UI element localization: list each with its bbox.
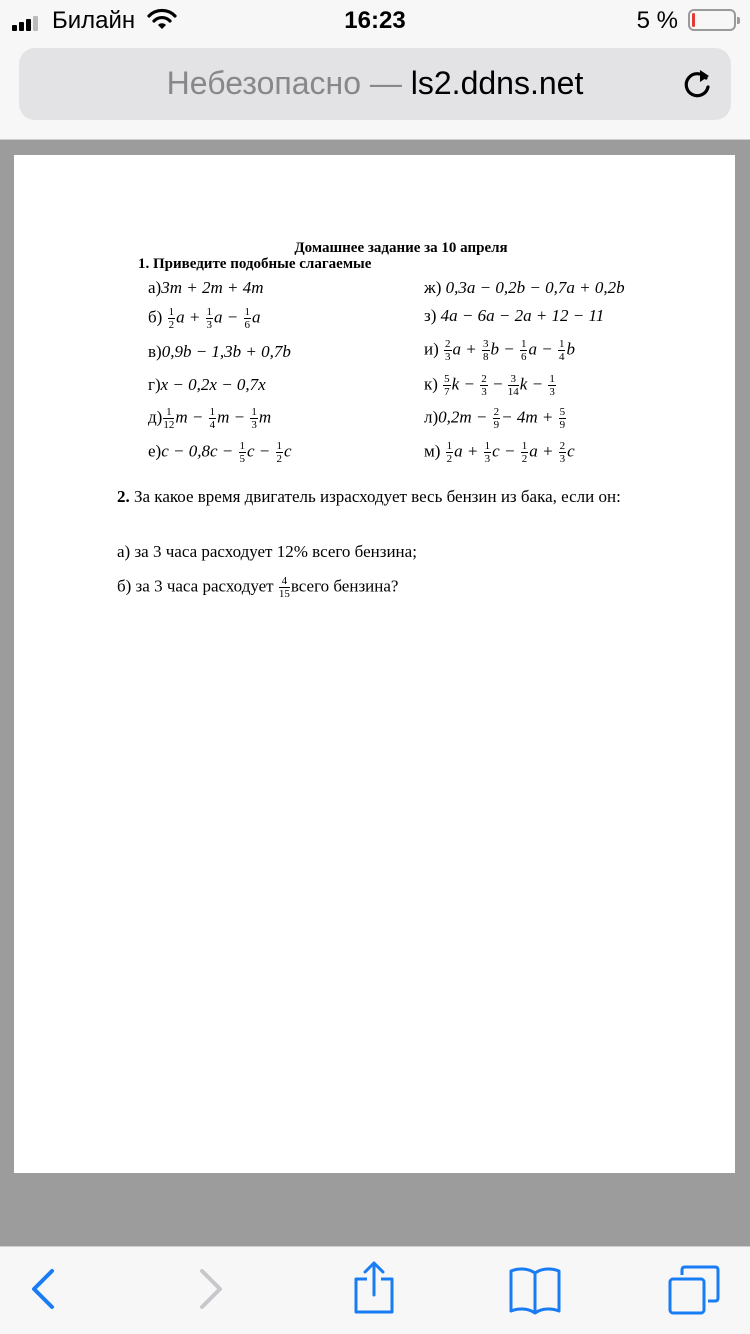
item-d: д) $\frac{1}{12}$ m − $\frac{1}{4}$ m − $\frac{1}{3}$ m: [148, 406, 272, 431]
status-bar: [0, 0, 750, 40]
carrier-name: Билайн: [52, 7, 136, 34]
item-g: г)x − 0,2x − 0,7x: [148, 375, 266, 394]
task2-part-a: а) за 3 часа расходует 12% всего бензина;: [117, 542, 417, 561]
fraction: $\frac{5}{7}$: [444, 373, 450, 398]
forward-icon[interactable]: [198, 1267, 224, 1316]
fraction: $\frac{1}{3}$: [206, 306, 213, 331]
item-e: е)c − 0,8c − $\frac{1}{5}$ c − $\frac{1}{2}$ c: [148, 440, 292, 465]
item-a: а)3m + 2m + 4m: [148, 278, 264, 297]
fraction: $\frac{1}{4}$: [209, 406, 216, 431]
fraction: $\frac{1}{12}$: [163, 406, 175, 431]
clock: 16:23: [344, 7, 406, 34]
fraction: $\frac{2}{9}$: [493, 406, 500, 431]
battery-percent: 5 %: [636, 7, 678, 34]
fraction: $\frac{3}{14}$: [507, 373, 519, 398]
fraction: $\frac{1}{5}$: [239, 440, 246, 465]
item-zh: ж) 0,3a − 0,2b − 0,7a + 0,2b: [424, 278, 625, 297]
share-icon[interactable]: [352, 1261, 396, 1320]
fraction: $\frac{1}{4}$: [558, 338, 565, 363]
task2-question: 2. За какое время двигатель израсходует весь бензин из бака, если он:: [117, 487, 621, 506]
web-content[interactable]: [0, 140, 750, 1246]
item-l: л)0,2m − $\frac{2}{9}$ − 4m + $\frac{5}{9}$: [424, 406, 566, 431]
item-v: в)0,9b − 1,3b + 0,7b: [148, 342, 291, 361]
battery-icon: [688, 9, 736, 31]
task2-part-b: б) за 3 часа расходует $\frac{4}{15}$ всего бензина?: [117, 575, 399, 600]
fraction: $\frac{2}{3}$: [481, 373, 487, 398]
url-display[interactable]: [19, 65, 731, 102]
document-page: [14, 155, 735, 1173]
fraction: $\frac{1}{3}$: [549, 373, 555, 398]
fraction: $\frac{1}{2}$: [521, 440, 528, 465]
fraction: $\frac{1}{3}$: [484, 440, 491, 465]
fraction: $\frac{1}{6}$: [520, 338, 527, 363]
url-host: ls2.ddns.net: [410, 65, 584, 101]
fraction: $\frac{3}{8}$: [483, 338, 489, 363]
fraction: $\frac{1}{3}$: [251, 406, 257, 431]
fraction: $\frac{2}{3}$: [559, 440, 566, 465]
reload-icon[interactable]: [679, 66, 715, 107]
fraction: $\frac{4}{15}$: [278, 575, 290, 600]
fraction: $\frac{1}{6}$: [244, 306, 251, 331]
item-m: м) $\frac{1}{2}$ a + $\frac{1}{3}$ c − $\frac{1}{2}$ a + $\frac{2}{3}$ c: [424, 440, 575, 465]
task1-heading: 1. Приведите подобные слагаемые: [138, 256, 372, 272]
item-k: к) $\frac{5}{7}$ k − $\frac{2}{3}$ − $\frac{3}{14}$ k − $\frac{1}{3}$: [424, 373, 555, 398]
tabs-icon[interactable]: [668, 1265, 720, 1320]
security-label: Небезопасно —: [166, 65, 411, 101]
browser-toolbar: [0, 1246, 750, 1334]
document-title: Домашнее задание за 10 апреля: [294, 240, 508, 256]
browser-header: [0, 40, 750, 140]
fraction: $\frac{1}{2}$: [446, 440, 453, 465]
item-b: б) $\frac{1}{2}$ a + $\frac{1}{3}$ a − $\frac{1}{6}$ a: [148, 306, 261, 331]
fraction: $\frac{2}{3}$: [445, 338, 451, 363]
battery-level: [692, 13, 695, 27]
bookmarks-icon[interactable]: [508, 1265, 562, 1320]
fraction: $\frac{1}{2}$: [168, 306, 175, 331]
address-bar[interactable]: [19, 48, 731, 120]
item-i: и) $\frac{2}{3}$ a + $\frac{3}{8}$ b − $\frac{1}{6}$ a − $\frac{1}{4}$ b: [424, 338, 575, 363]
item-z: з) 4a − 6a − 2a + 12 − 11: [424, 306, 605, 325]
back-icon[interactable]: [30, 1267, 56, 1316]
fraction: $\frac{1}{2}$: [276, 440, 283, 465]
fraction: $\frac{5}{9}$: [559, 406, 566, 431]
